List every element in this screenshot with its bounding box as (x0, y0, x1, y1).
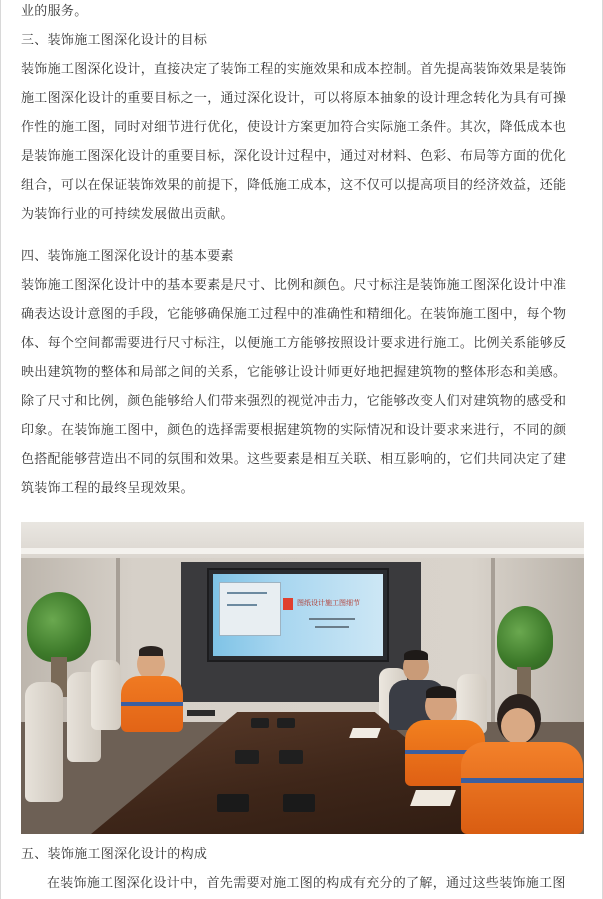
paragraph-line: 作性的施工图，同时对细节进行优化，使设计方案更加符合实际施工条件。其次，降低成本也 (21, 120, 567, 135)
paragraph-line: 业的服务。 (21, 4, 88, 19)
section-heading: 五、装饰施工图深化设计的构成 (21, 847, 208, 862)
paragraph-line: 施工图深化设计的重要目标之一，通过深化设计，可以将原本抽象的设计理念转化为具有可操 (21, 91, 567, 106)
presentation-screen (207, 568, 389, 662)
paragraph-line: 色搭配能够营造出不同的氛围和效果。这些要素是相互关联、相互影响的，它们共同决定了建 (21, 452, 567, 467)
paragraph-line: 筑装饰工程的最终呈现效果。 (21, 481, 194, 496)
paragraph-line: 装饰施工图深化设计中的基本要素是尺寸、比例和颜色。尺寸标注是装饰施工图深化设计中准 (21, 278, 567, 293)
plant-right (497, 606, 553, 670)
paragraph-line: 在装饰施工图深化设计中，首先需要对施工图的构成有充分的了解，通过这些装饰施工图 (47, 876, 566, 891)
paragraph-line: 印象。在装饰施工图中，颜色的选择需要根据建筑物的实际情况和设计要求来进行，不同的颜 (21, 423, 567, 438)
paragraph-line: 确表达设计意图的手段，它能够确保施工过程中的准确性和精细化。在装饰施工图中，每个物 (21, 307, 567, 322)
section-heading: 四、装饰施工图深化设计的基本要素 (21, 249, 234, 264)
section-3 (21, 26, 587, 229)
screen-title: 图纸设计施工图细节 (297, 599, 360, 607)
paragraph-line: 是装饰施工图深化设计的重要目标，深化设计过程中，通过对材料、色彩、布局等方面的优化 (21, 149, 567, 164)
paragraph-line: 除了尺寸和比例，颜色能够给人们带来强烈的视觉冲击力，它能够改变人们对建筑物的感受和 (21, 394, 567, 409)
person-front-right (453, 694, 583, 834)
paragraph-line: 组合，可以在保证装饰效果的前提下，降低施工成本，这不仅可以提高项目的经济效益，还能 (21, 178, 567, 193)
plant-left (27, 592, 91, 662)
paragraph-line: 体、每个空间都需要进行尺寸标注，以便施工方能够按照设计要求进行施工。比例关系能够反 (21, 336, 567, 351)
paragraph-line: 为装饰行业的可持续发展做出贡献。 (21, 207, 234, 222)
paragraph-line: 装饰施工图深化设计，直接决定了装饰工程的实施效果和成本控制。首先提高装饰效果是装饰 (21, 62, 567, 77)
intro-tail (21, 0, 587, 26)
section-4 (21, 242, 587, 503)
meeting-room-photo (21, 522, 584, 834)
person-left (117, 648, 187, 738)
section-5 (21, 840, 587, 898)
paragraph-line: 映出建筑物的整体和局部之间的关系，它能够让设计师更好地把握建筑物的整体形态和美感。 (21, 365, 567, 380)
section-heading: 三、装饰施工图深化设计的目标 (21, 33, 208, 48)
